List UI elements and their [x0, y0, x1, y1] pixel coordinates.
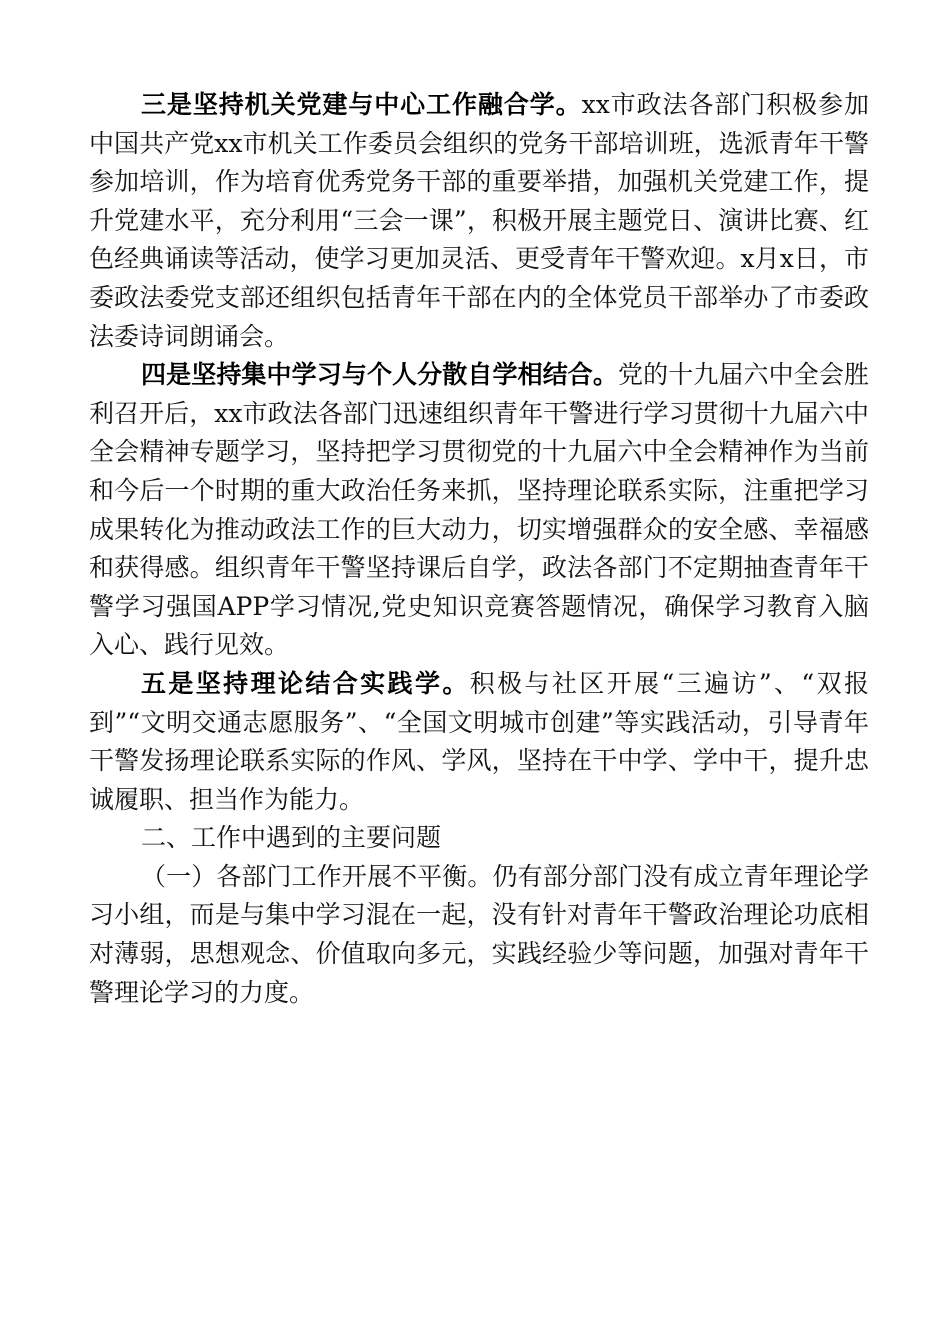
paragraph-party-building	[89, 86, 869, 356]
paragraph-body: 积极与社区开展“三遍访”、“双报到”“文明交通志愿服务”、“全国文明城市创建”等实践活动，引导青年干警发扬理论联系实际的作风、学风，坚持在干中学、学中干，提升忠诚履职、担当作为能力。	[89, 668, 869, 814]
paragraph-problem-one: （一）各部门工作开展不平衡。仍有部分部门没有成立青年理论学习小组，而是与集中学习混在一起，没有针对青年干警政治理论功底相对薄弱，思想观念、价值取向多元，实践经验少等问题，加强对青年干警理论学习的力度。	[89, 861, 869, 1007]
paragraph-body: xx市政法各部门积极参加中国共产党xx市机关工作委员会组织的党务干部培训班，选派青年干警参加培训，作为培育优秀党务干部的重要举措，加强机关党建工作，提升党建水平，充分利用“三会一课”，积极开展主题党日、演讲比赛、红色经典诵读等活动，使学习更加灵活、更受青年干警欢迎。x月x日，市委政法委党支部还组织包括青年干部在内的全体党员干部举办了市委政法委诗词朗诵会。	[89, 90, 869, 351]
section-heading: 二、工作中遇到的主要问题	[141, 823, 442, 853]
paragraph-lead: 四是坚持集中学习与个人分散自学相结合。	[141, 360, 619, 390]
paragraph-theory-practice	[89, 665, 869, 819]
paragraph-lead: 三是坚持机关党建与中心工作融合学。	[141, 90, 582, 119]
paragraph-lead: 五是坚持理论结合实践学。	[141, 668, 470, 698]
paragraph-body: 党的十九届六中全会胜利召开后，xx市政法各部门迅速组织青年干警进行学习贯彻十九届六中全会精神专题学习，坚持把学习贯彻党的十九届六中全会精神作为当前和今后一个时期的重大政治任务来抓，坚持理论联系实际，注重把学习成果转化为推动政法工作的巨大动力，切实增强群众的安全感、幸福感和获得感。组织青年干警坚持课后自学，政法各部门不定期抽查青年干警学习强国APP学习情况,党史知识竞赛答题情况，确保学习教育入脑入心、践行见效。	[89, 360, 869, 660]
paragraph-centralized-study	[89, 356, 869, 665]
document-page	[89, 86, 869, 1012]
